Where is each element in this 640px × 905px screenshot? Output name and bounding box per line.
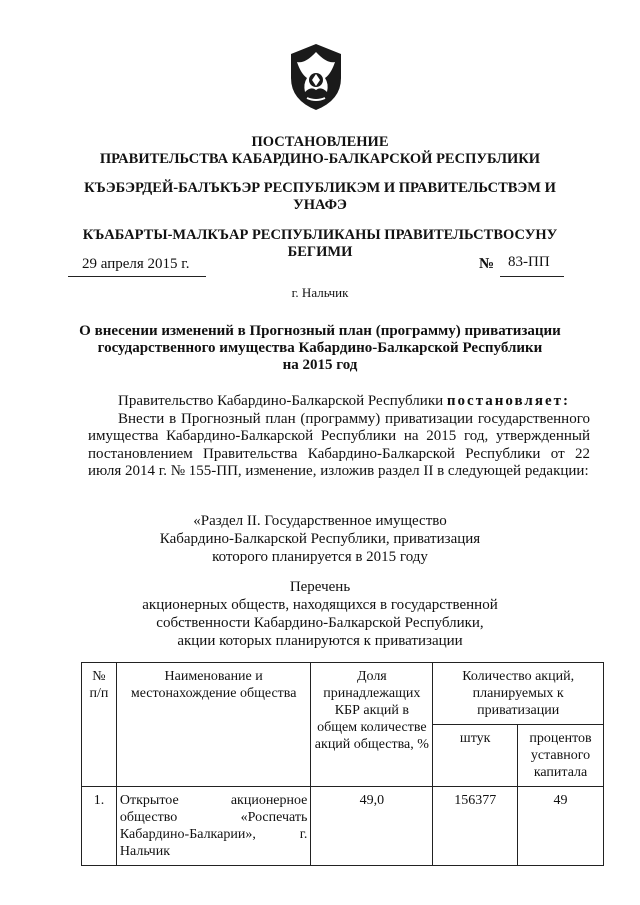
decree-number: 83-ПП <box>508 254 550 270</box>
row-share: 49,0 <box>311 787 433 866</box>
header-title: ПОСТАНОВЛЕНИЕ <box>251 134 389 150</box>
table-header-row <box>82 663 604 725</box>
header-balkar-line1: КЪАБАРТЫ-МАЛКЪАР РЕСПУБЛИКАНЫ ПРАВИТЕЛЬСТВОСУНУ <box>82 227 558 243</box>
decree-lead <box>88 393 590 411</box>
header-kabardian-line2: УНАФЭ <box>293 197 347 213</box>
row-percent: 49 <box>518 787 604 866</box>
decree-date: 29 апреля 2015 г. <box>82 256 190 272</box>
header-name: Наименование и местонахождение общества <box>116 663 311 787</box>
row-name: Открытое акционерное общество «Роспечать Кабардино-Балкарии», г. Нальчик <box>116 787 311 866</box>
list-heading-line2: акционерных обществ, находящихся в государственной <box>142 597 498 613</box>
header-percent: процентов уставного капитала <box>518 725 604 787</box>
section-line2: Кабардино-Балкарской Республики, приватизация <box>159 531 481 547</box>
section-line3: которого планируется в 2015 году <box>212 549 428 565</box>
header-share: Доля принадлежащих КБР акций в общем количестве акций общества, % <box>311 663 433 787</box>
header-num: № п/п <box>82 663 117 787</box>
section-line1: «Раздел II. Государственное имущество <box>193 513 447 529</box>
row-num: 1. <box>82 787 117 866</box>
title-line1: О внесении изменений в Прогнозный план (программу) приватизации <box>79 323 561 339</box>
header-pieces: штук <box>433 725 518 787</box>
city: г. Нальчик <box>291 285 349 300</box>
header-balkar-line2: БЕГИМИ <box>287 244 353 260</box>
date-underline <box>68 276 206 277</box>
header-kabardian-line1: КЪЭБЭРДЕЙ-БАЛЪКЪЭР РЕСПУБЛИКЭМ И ПРАВИТЕЛЬСТВЭМ И <box>84 180 556 196</box>
number-underline <box>500 276 564 277</box>
decree-paragraph: Внести в Прогнозный план (программу) приватизации государственного имущества Кабардино-Балкарской Республики на 2015 год, утвержденный постановлением Правительства Кабардино-Балкарской Республики от 22 июля 2014 г. № 155-ПП, изменение, изложив раздел II в следующей редакции: <box>88 410 590 479</box>
row-pieces: 156377 <box>433 787 518 866</box>
coat-of-arms-emblem <box>283 40 349 112</box>
list-heading-line4: акции которых планируются к приватизации <box>177 633 463 649</box>
title-line3: на 2015 год <box>282 357 358 373</box>
decree-title <box>60 323 580 374</box>
list-heading <box>60 578 580 650</box>
table-row <box>82 787 604 866</box>
privatization-table <box>81 662 604 866</box>
decree-word: постановляет: <box>446 393 570 409</box>
header-planned: Количество акций, планируемых к приватизации <box>433 663 604 725</box>
number-sign: № <box>479 256 495 272</box>
decree-lead-text: Правительство Кабардино-Балкарской Республики <box>118 393 444 409</box>
list-heading-line3: собственности Кабардино-Балкарской Республики, <box>156 615 484 631</box>
list-heading-line1: Перечень <box>289 579 351 595</box>
header-government: ПРАВИТЕЛЬСТВА КАБАРДИНО-БАЛКАРСКОЙ РЕСПУБЛИКИ <box>99 151 541 167</box>
section-heading <box>60 512 580 566</box>
title-line2: государственного имущества Кабардино-Балкарской Республики <box>97 340 543 356</box>
